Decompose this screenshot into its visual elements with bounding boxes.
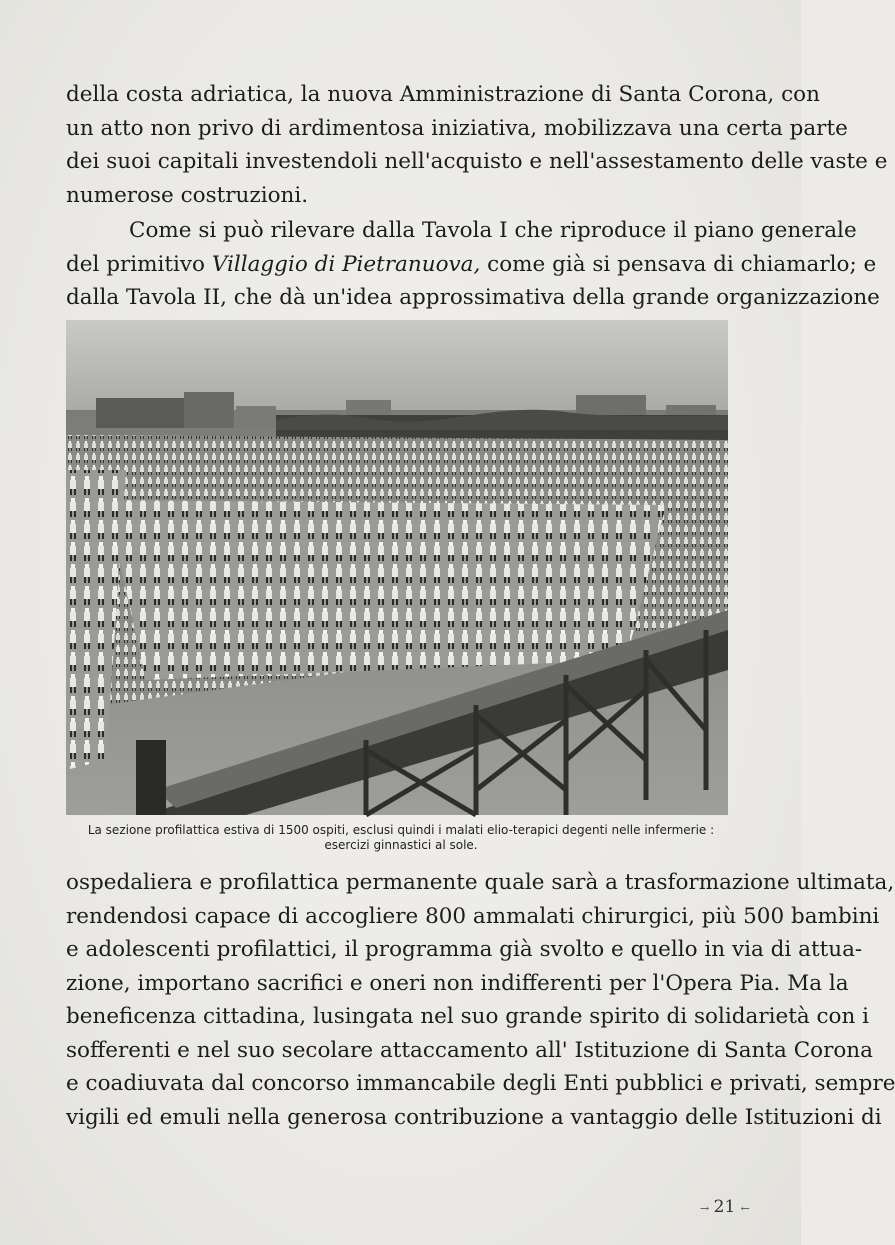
- text-line: ospedaliera e profilattica permanente quale sarà a trasformazione ultimata,: [66, 870, 895, 895]
- text-line: zione, importano sacrifici e oneri non indifferenti per l'Opera Pia. Ma la: [66, 970, 849, 996]
- text-line: dalla Tavola II, che dà un'idea approssimativa della grande organizzazione: [66, 285, 880, 310]
- page-number-value: 21: [713, 1197, 736, 1217]
- text-line: vigili ed emuli nella generosa contribuzione a vantaggio delle Istituzioni di: [66, 1104, 882, 1130]
- text-line: della costa adriatica, la nuova Amministrazione di Santa Corona, con: [66, 82, 820, 107]
- photo-caption: [66, 823, 736, 853]
- text-run: del primitivo: [66, 251, 212, 277]
- text-line: e adolescenti profilattici, il programma già svolto e quello in via di attua-: [66, 937, 863, 962]
- village-name: Villaggio di Pietranuova,: [211, 251, 481, 277]
- ornament-right-icon: ←: [740, 1202, 749, 1215]
- top-paragraph: [66, 78, 888, 212]
- page-number: [700, 1197, 760, 1217]
- text-line: dei suoi capitali investendoli nell'acquisto e nell'assestamento delle vaste e: [66, 149, 888, 174]
- caption-line: La sezione profilattica estiva di 1500 ospiti, esclusi quindi i malati elio-terapici degenti nelle infermerie :: [87, 823, 715, 837]
- gymnastics-photo: [66, 320, 728, 815]
- text-line: un atto non privo di ardimentosa iniziativa, mobilizzava una certa parte: [66, 115, 848, 141]
- text-line: numerose costruzioni.: [66, 182, 309, 208]
- text-line: [66, 248, 877, 282]
- text-line: sofferenti e nel suo secolare attaccamento all' Istituzione di Santa Corona: [66, 1037, 873, 1063]
- bottom-paragraph: [66, 866, 895, 1134]
- photo-illustration: [66, 320, 728, 815]
- ornament-left-icon: →: [700, 1202, 709, 1215]
- second-paragraph: [66, 214, 880, 315]
- caption-line: esercizi ginnastici al sole.: [324, 838, 478, 852]
- text-line: Come si può rilevare dalla Tavola I che riproduce il piano generale: [129, 218, 857, 243]
- text-run: come già si pensava di chiamarlo; e: [480, 251, 877, 277]
- text-line: e coadiuvata dal concorso immancabile degli Enti pubblici e privati, sempre: [66, 1071, 895, 1096]
- text-line: beneficenza cittadina, lusingata nel suo grande spirito di solidarietà con i: [66, 1004, 870, 1029]
- text-line: rendendosi capace di accogliere 800 ammalati chirurgici, più 500 bambini: [66, 903, 880, 929]
